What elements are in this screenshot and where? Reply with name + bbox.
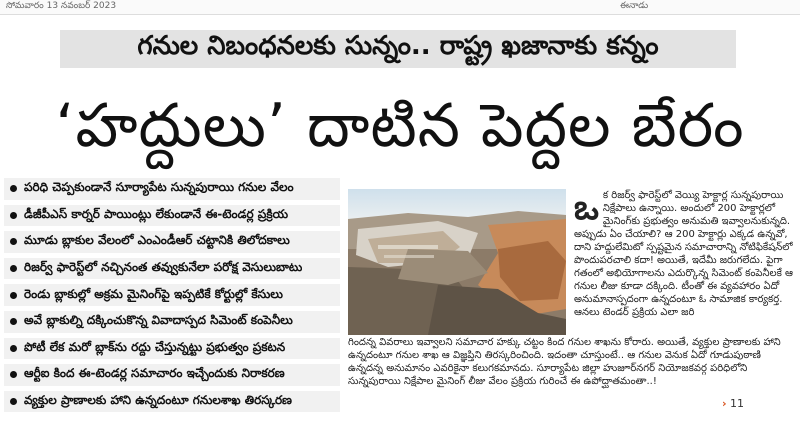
bullet-icon — [10, 371, 17, 378]
highlight-text: మూడు బ్లాకుల వేలంలో ఎంఎండీఆర్ చట్టానికి తిలోదకాలు — [24, 233, 290, 248]
drop-cap: ఒ — [574, 188, 599, 228]
highlight-item — [4, 338, 340, 360]
highlight-text: పరిధి చెప్పకుండానే సూర్యాపేట సున్నపురాయి గనుల వేలం — [24, 180, 294, 195]
body-full-width — [348, 336, 796, 388]
highlight-text: పోటీ లేక మరో బ్లాక్‌ను రద్దు చేస్తున్నట్టు ప్రభుత్వం ప్రకటన — [24, 339, 286, 354]
bullet-icon — [10, 398, 17, 405]
highlight-text: డీజీపీఎస్ కార్నర్ పాయింట్లు లేకుండానే ఈ-టెండర్ల ప్రక్రియ — [24, 206, 289, 221]
highlight-item — [4, 178, 340, 200]
body-wrap-column — [574, 189, 796, 319]
bullet-icon — [10, 292, 17, 299]
highlight-text: రిజర్వ్ ఫారెస్ట్‌లో నచ్చినంత తవ్వుకునేలా పరోక్ష వెసులుబాటు — [24, 260, 303, 275]
continued-page-number: 11 — [730, 397, 745, 410]
article-body — [348, 189, 800, 428]
bullet-icon — [10, 345, 17, 352]
highlight-item — [4, 258, 340, 280]
headline: ‘హద్దులు’ దాటిన పెద్దల బేరం — [55, 91, 745, 161]
highlight-text: రెండు బ్లాకుల్లో అక్రమ మైనింగ్‌పై ఇప్పటికే కోర్టుల్లో కేసులు — [24, 286, 283, 301]
bullet-icon — [10, 238, 17, 245]
strip-right-text: ఈనాడు — [620, 1, 649, 11]
highlight-text: అవే బ్లాకుల్ని దక్కించుకొన్న వివాదాస్పద సిమెంట్ కంపెనీలు — [24, 313, 293, 328]
highlights-list — [4, 178, 340, 417]
previous-article-strip — [0, 0, 800, 15]
body-paragraph-top: క రిజర్వ్ ఫారెస్ట్‌లో వెయ్యి హెక్టార్ల సున్నపురాయి నిక్షేపాలు ఉన్నాయి. అందులో 200 హెక్టార్లలో మైనింగ్‌కు ప్రభుత్వం అనుమతి ఇవ్వాలనుకున్నది. అప్పుడు ఏం చేయాలి? ఆ 200 హెక్టార్లు ఎక్కడ ఉన్నవో, దాని హద్దులేమిటో స్పష్టమైన సమాచారాన్ని నోటిఫికేషన్‌లో పొందుపరచాలి కదా! అయితే, ఇదేమీ జరుగలేదు. పైగా గతంలో అభియోగాలను ఎదుర్కొన్న సిమెంట్ కంపెనీలకే ఆ గనుల లీజు కూడా దక్కింది. టీంతో ఈ వ్యవహారం ఏదో అనుమానాస్పదంగా ఉన్నదంటూ ఓ సామాజిక కార్యకర్త. ఆనలు టెండర్ ప్రక్రియ ఎలా జరి — [574, 190, 794, 318]
body-paragraph-bottom: గిందన్న వివరాలు ఇవ్వాలని సమాచార హక్కు చట్టం కింద గనుల శాఖను కోరారు. అయితే, వ్యక్తుల ప్రాణాలకు హాని ఉన్నదంటూ గనుల శాఖ ఆ విజ్ఞప్తిని తిరస్కరించింది. ఇదంతా చూస్తుంటే.. ఆ గనుల వెనుక ఏదో గూడుపుఠాణి ఉన్నదన్న అనుమానం ఎవరికైనా కలుగకమానదు. సూర్యాపేట జిల్లా హుజూర్‌నగర్ నియోజకవర్గ పరిధిలోని సున్నపురాయి నిక్షేపాల మైనింగ్ లీజు వేలం ప్రక్రియ గురించే ఈ ఉపోద్ఘాతమంతా..! — [348, 337, 781, 387]
highlight-item — [4, 311, 340, 333]
bullet-icon — [10, 212, 17, 219]
bullet-icon — [10, 265, 17, 272]
highlight-item — [4, 364, 340, 386]
highlight-text: ఆర్టీఐ కింద ఈ-టెండర్ల సమాచారం ఇచ్చేందుకు నిరాకరణ — [24, 366, 285, 381]
bullet-icon — [10, 185, 17, 192]
highlight-text: వ్యక్తుల ప్రాణాలకు హాని ఉన్నదంటూ గనులశాఖ తిరస్కరణ — [24, 393, 292, 408]
kicker-text: గనుల నిబంధనలకు సున్నం.. రాష్ట్ర ఖజానాకు కన్నం — [137, 31, 659, 61]
continued-on-page — [722, 397, 744, 410]
highlight-item — [4, 284, 340, 306]
strip-left-text: సోమవారం 13 నవంబర్ 2023 — [6, 1, 117, 11]
continue-arrow-icon: › — [722, 397, 727, 410]
kicker-band — [60, 30, 736, 68]
bullet-icon — [10, 318, 17, 325]
highlight-item — [4, 391, 340, 413]
highlight-item — [4, 231, 340, 253]
highlight-item — [4, 205, 340, 227]
